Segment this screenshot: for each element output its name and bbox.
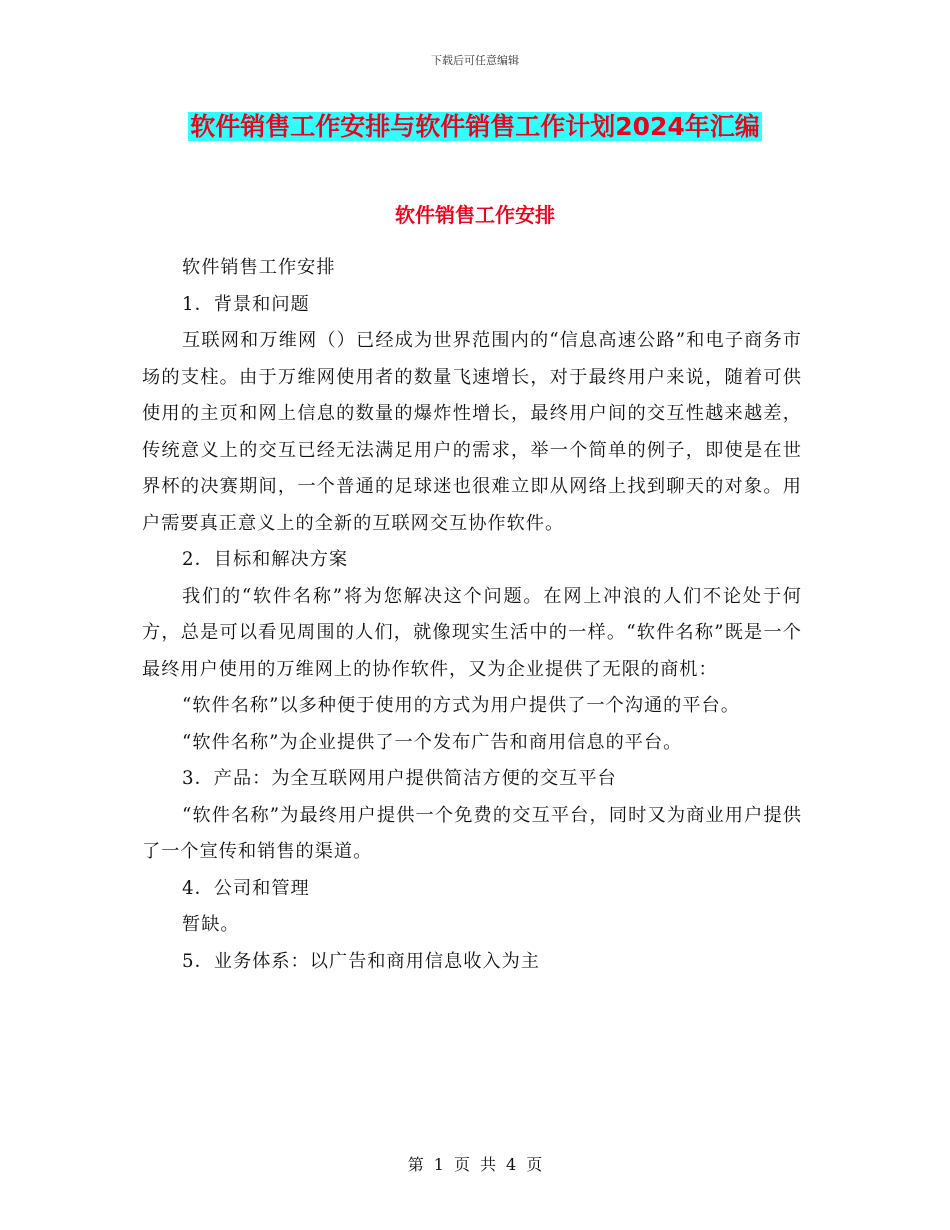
footer-total-pages: 4 xyxy=(506,1155,517,1174)
paragraph: 我们的“软件名称”将为您解决这个问题。在网上冲浪的人们不论处于何方，总是可以看见周围的人们，就像现实生活中的一样。“软件名称”既是一个最终用户使用的万维网上的协作软件，又为企业提供了无限的商机： xyxy=(142,585,802,680)
paragraph: 3．产品：为全互联网用户提供简洁方便的交互平台 xyxy=(182,768,617,789)
paragraph: “软件名称”为企业提供了一个发布广告和商用信息的平台。 xyxy=(182,731,683,753)
paragraph: 暂缺。 xyxy=(182,914,240,935)
footer-label-unit2: 页 xyxy=(526,1155,543,1174)
document-body xyxy=(142,250,802,980)
section-title: 软件销售工作安排 xyxy=(395,203,555,227)
header-note: 下载后可任意编辑 xyxy=(431,54,519,67)
paragraph: 5．业务体系：以广告和商用信息收入为主 xyxy=(182,950,540,972)
footer-label-total: 共 xyxy=(480,1155,497,1174)
paragraph: 互联网和万维网（）已经成为世界范围内的“信息高速公路”和电子商务市场的支柱。由于万维网使用者的数量飞速增长，对于最终用户来说，随着可供使用的主页和网上信息的数量的爆炸性增长，最终用户间的交互性越来越差，传统意义上的交互已经无法满足用户的需求，举一个简单的例子，即使是在世界杯的决赛期间，一个普通的足球迷也很难立即从网络上找到聊天的对象。用户需要真正意义上的全新的互联网交互协作软件。 xyxy=(142,330,802,534)
main-title-text: 软件销售工作安排与软件销售工作计划2024年汇编 xyxy=(190,112,760,141)
paragraph: “软件名称”以多种便于使用的方式为用户提供了一个沟通的平台。 xyxy=(182,695,740,716)
paragraph: 4．公司和管理 xyxy=(182,877,310,899)
main-title xyxy=(0,110,950,144)
footer-label-unit: 页 xyxy=(453,1155,470,1174)
paragraph: “软件名称”为最终用户提供一个免费的交互平台，同时又为商业用户提供了一个宣传和销售的渠道。 xyxy=(142,804,802,862)
page-footer xyxy=(0,1152,950,1175)
footer-label-page: 第 xyxy=(407,1155,424,1174)
paragraph: 1．背景和问题 xyxy=(182,293,310,315)
paragraph: 软件销售工作安排 xyxy=(182,257,336,278)
footer-current-page: 1 xyxy=(433,1155,444,1174)
paragraph: 2．目标和解决方案 xyxy=(182,549,349,570)
